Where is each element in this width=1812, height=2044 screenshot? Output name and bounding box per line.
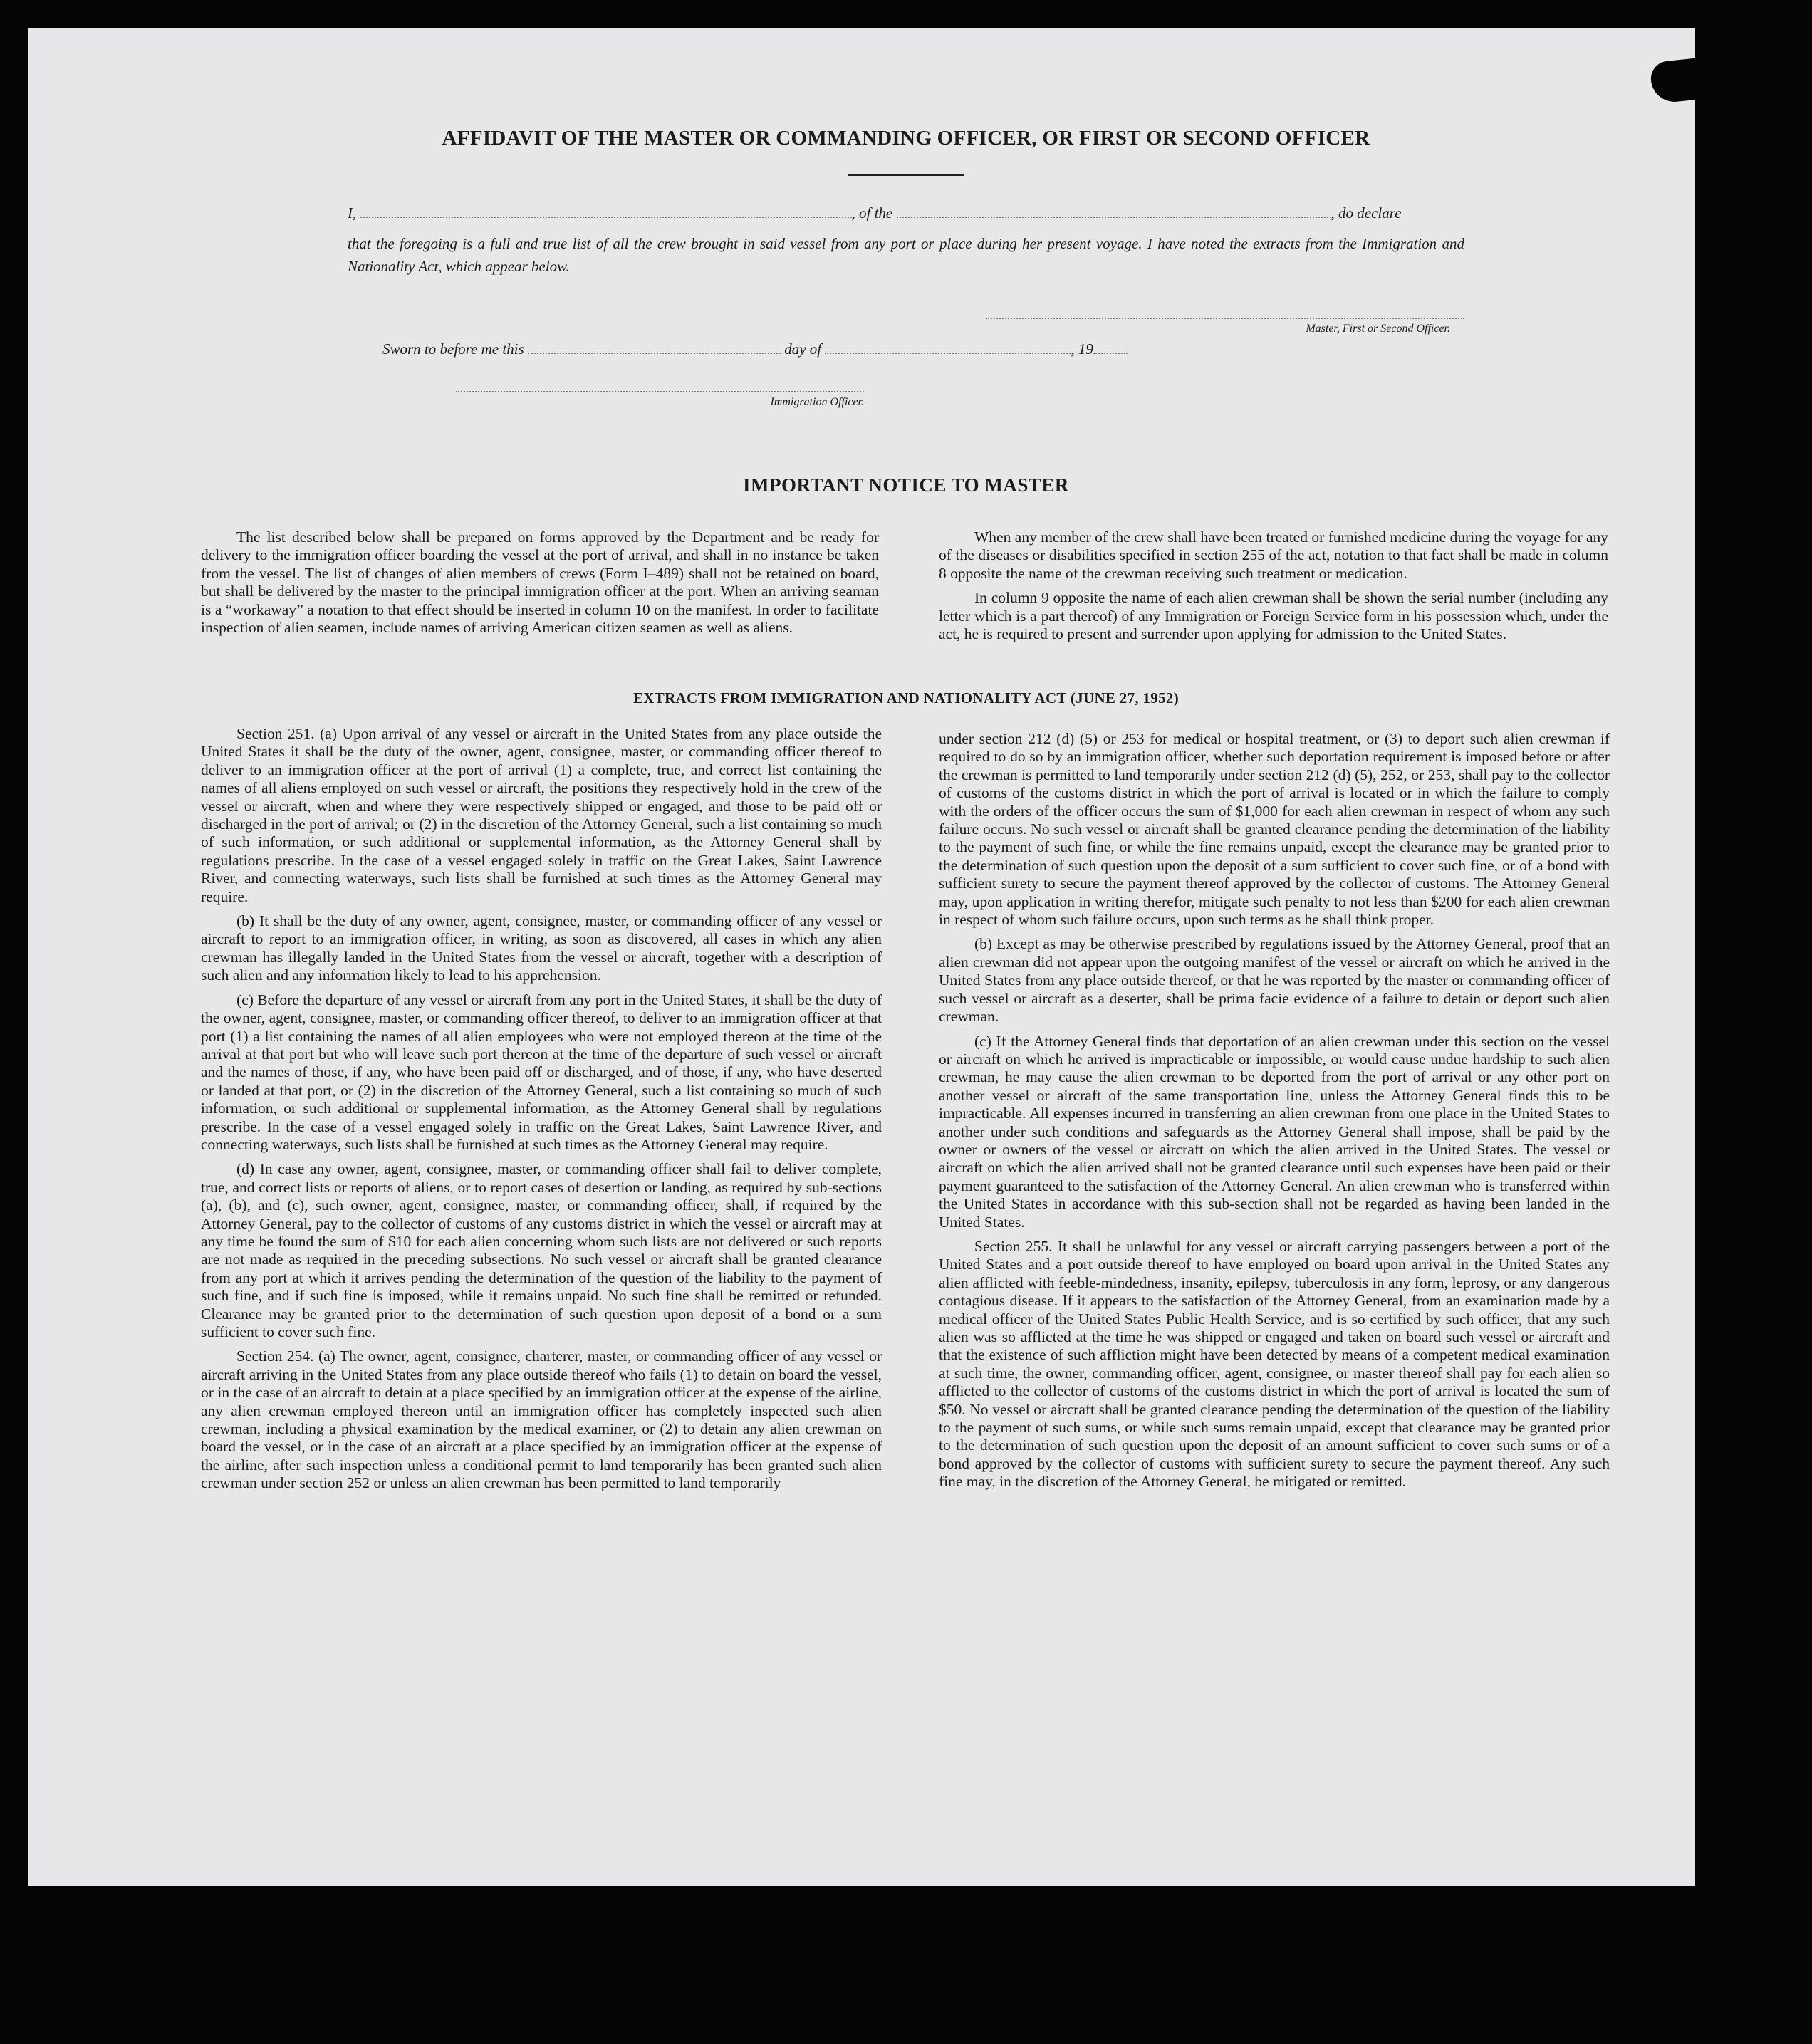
section-251b: (b) It shall be the duty of any owner, agent, consignee, master, or commanding officer of any vessel or aircraft to report to an immigration officer, in writing, as soon as discovered, all cases in which any alien crewman has illegally landed in the United States from the vessel or aircraft, together with a description of such alien and any information likely to lead to his apprehension. bbox=[201, 912, 882, 984]
punch-hole bbox=[1704, 1243, 1734, 1273]
i-label: I, bbox=[348, 204, 357, 221]
sworn-month-blank[interactable] bbox=[825, 344, 1071, 354]
section-255: Section 255. It shall be unlawful for any vessel or aircraft carrying passengers between a port of the United States and a port outside thereof to have employed on board upon arrival in the United States any alien afflicted with feeble-mindedness, insanity, epilepsy, tuberculosis in any form, leprosy, or any dangerous contagious disease. If it appears to the satisfaction of the Attorney General, from an examination made by a medical officer of the United States Public Health Service, and is so certified by such officer, that any such alien was so afflicted at the time he was shipped or engaged and taken on board such vessel or aircraft and that the existence of such affliction might have been detected by means of a competent medical examination at such time, the owner, commanding officer, agent, consignee, or master thereof shall pay for each alien so afflicted to the collector of customs of the customs district in which the port of arrival is located the sum of $50. No vessel or aircraft shall be granted clearance pending the determination of the question of the liability to the payment of such sums, or while such sums remain unpaid, except that clearance may be granted prior to the determination of such question upon the deposit of an amount sufficient to cover such sums or of a bond approved by the collector of customs with sufficient surety to secure the payment thereof. Any such fine may, in the discretion of the Attorney General, be mitigated or remitted. bbox=[939, 1237, 1610, 1491]
signer-label: Master, First or Second Officer. bbox=[1306, 323, 1450, 335]
extracts-right-column bbox=[939, 730, 1610, 1498]
year-label: , 19 bbox=[1071, 340, 1093, 358]
notice-title: IMPORTANT NOTICE TO MASTER bbox=[743, 474, 1069, 496]
day-of-label: day of bbox=[784, 340, 822, 358]
sworn-line bbox=[382, 340, 1194, 358]
officer-label: Immigration Officer. bbox=[770, 396, 864, 408]
sworn-label: Sworn to before me this bbox=[382, 340, 524, 358]
notice-right-column bbox=[939, 528, 1608, 650]
punch-hole bbox=[1704, 292, 1734, 322]
section-254b: (b) Except as may be otherwise prescribed by regulations issued by the Attorney General, proof that an alien crewman did not appear upon the outgoing manifest of the vessel or aircraft on which he arrived in the United States from any place outside thereof, or that he was reported by the master or commanding officer of such vessel or aircraft as a deserter, shall be prima facie evidence of a failure to detain or deport such alien crewman. bbox=[939, 935, 1610, 1026]
sworn-year-blank[interactable] bbox=[1093, 344, 1128, 354]
notice-paragraph: The list described below shall be prepared on forms approved by the Department and be ready for delivery to the immigration officer boarding the vessel at the port of arrival, and shall in no instance be taken from the vessel. The list of changes of alien members of crews (Form I–489) shall not be retained on board, but shall be delivered by the master to the principal immigration officer at the port. When an arriving seaman is a “workaway” a notation to that effect should be inserted in column 10 on the manifest. In order to facilitate inspection of alien seamen, include names of arriving American citizen seamen as well as aliens. bbox=[201, 528, 879, 637]
punch-hole bbox=[1704, 1339, 1734, 1369]
of-the-label: , of the bbox=[851, 204, 893, 221]
section-254a-continued: under section 212 (d) (5) or 253 for medical or hospital treatment, or (3) to deport such alien crewman if required to do so by an immigration officer, whether such deportation requirement is imposed before or after the crewman is permitted to land temporarily under section 212 (d) (5), 252, or 253, shall pay to the collector of customs of the customs district in which the port of arrival is located or in which the failure to comply with the orders of the officer occurs the sum of $1,000 for each alien crewman in respect of whom any such failure occurs. No such vessel or aircraft shall be granted clearance pending the determination of the liability to the payment of such fine, or while the fine remains unpaid, except the clearance may be granted prior to the determination of such question upon the deposit of a sum sufficient to cover such fine, or of a bond with sufficient surety to secure the payment thereof approved by the collector of customs. The Attorney General may, upon application in writing therefor, mitigate such penalty to not less than $200 for each alien crewman in respect of whom such failure occurs, upon such terms as he shall think proper. bbox=[939, 730, 1610, 929]
extracts-title: EXTRACTS FROM IMMIGRATION AND NATIONALITY ACT (JUNE 27, 1952) bbox=[633, 689, 1179, 706]
punch-hole bbox=[1704, 695, 1734, 725]
section-254c: (c) If the Attorney General finds that deportation of an alien crewman under this section on the vessel or aircraft on which he arrived is impracticable or impossible, or would cause undue hardship to such alien crewman, he may cause the alien crewman to be deported from the port of arrival or any other port on another vessel or aircraft of the same transportation line, unless the Attorney General finds this to be impracticable. All expenses incurred in transferring an alien crewman from one place in the United States to another under such conditions and safeguards as the Attorney General shall impose, shall be paid by the owner or owners of the vessel or aircraft on which the alien arrived in the United States. The vessel or aircraft on which the alien arrived shall not be granted clearance until such expenses have been paid or their payment guaranteed to the satisfaction of the Attorney General. An alien crewman who is transferred within the United States in accordance with this sub-section shall not be regarded as having been landed in the United States. bbox=[939, 1032, 1610, 1231]
declaration-line bbox=[348, 204, 1464, 222]
affidavit-title: AFFIDAVIT OF THE MASTER OR COMMANDING OFFICER, OR FIRST OR SECOND OFFICER bbox=[442, 127, 1370, 150]
section-251c: (c) Before the departure of any vessel or aircraft from any port in the United States, it shall be the duty of the owner, agent, consignee, master, or commanding officer thereof, to deliver to an immigration officer at that port (1) a list containing the names of all alien employees who were not employed thereon at the time of the arrival at that port but who will leave such port thereon at the time of the departure of such vessel or aircraft and the names of those, if any, who have been paid off or discharged, and of those, if any, who have deserted or landed at that port, or (2) in the discretion of the Attorney General, such a list containing so much of such information, or such additional or supplemental information, as the Attorney General shall by regulations prescribe. In the case of a vessel engaged solely in traffic on the Great Lakes, Saint Lawrence River, and connecting waterways, such lists shall be furnished at such times as the Attorney General may require. bbox=[201, 991, 882, 1153]
section-251d: (d) In case any owner, agent, consignee, master, or commanding officer shall fail to deliver complete, true, and correct lists or reports of aliens, or to report cases of desertion or landing, as required by sub-sections (a), (b), and (c), such owner, agent, consignee, master, or commanding officer, shall, if required by the Attorney General, pay to the collector of customs of any customs district in which the vessel or aircraft may at any time be found the sum of $10 for each alien concerning whom such lists are not delivered or such reports are not made as required in the preceding subsections. No such vessel or aircraft shall be granted clearance from any port at which it arrives pending the determination of the question of the liability to the payment of such fine, and if such fine is imposed, while it remains unpaid. No such fine shall be remitted or refunded. Clearance may be granted prior to the determination of such question upon deposit of a bond or a sum sufficient to cover such fine. bbox=[201, 1160, 882, 1340]
notice-paragraph: In column 9 opposite the name of each alien crewman shall be shown the serial number (including any letter which is a part thereof) of any Immigration or Foreign Service form in his possession which, under the act, he is required to present and surrender upon applying for admission to the United States. bbox=[939, 589, 1608, 643]
title-rule bbox=[848, 174, 964, 176]
punch-hole bbox=[1704, 194, 1734, 224]
declaration-text: that the foregoing is a full and true list of all the crew brought in said vessel from any port or place during her present voyage. I have noted the extracts from the Immigration and Nationality Act, which appear below. bbox=[348, 235, 1464, 275]
section-251a: Section 251. (a) Upon arrival of any vessel or aircraft in the United States from any place outside the United States it shall be the duty of the owner, agent, consignee, master, or commanding officer thereof to deliver to an immigration officer at the port of arrival (1) a complete, true, and correct list containing the names of all aliens employed on such vessel or aircraft, the positions they respectively hold in the crew of the vessel or aircraft, when and where they were respectively shipped or engaged, and those to be paid off or discharged in the port of arrival; or (2) in the discretion of the Attorney General, such a list containing so much of such information, or such additional or supplemental information, as the Attorney General shall by regulations prescribe. In the case of a vessel engaged solely in traffic on the Great Lakes, Saint Lawrence River, and connecting waterways, such lists shall be furnished at such times as the Attorney General may require. bbox=[201, 725, 882, 905]
name-blank[interactable] bbox=[360, 207, 852, 218]
vessel-blank[interactable] bbox=[897, 207, 1331, 218]
signature-line[interactable] bbox=[986, 318, 1464, 319]
officer-signature-line[interactable] bbox=[456, 391, 864, 392]
do-declare-label: , do declare bbox=[1331, 204, 1402, 221]
notice-paragraph: When any member of the crew shall have been treated or furnished medicine during the voyage for any of the diseases or disabilities specified in section 255 of the act, notation to that fact shall be made in column 8 opposite the name of the crewman receiving such treatment or medication. bbox=[939, 528, 1608, 582]
sworn-day-blank[interactable] bbox=[528, 344, 781, 354]
section-254a: Section 254. (a) The owner, agent, consignee, charterer, master, or commanding officer of any vessel or aircraft arriving in the United States from any place outside thereof who fails (1) to detain on board the vessel, or in the case of an aircraft to detain at a place specified by an immigration officer at the expense of the airline, any alien crewman employed thereon until an immigration officer has completely inspected such alien crewman, including a physical examination by the medical examiner, or (2) to detain any alien crewman on board the vessel, or in the case of an aircraft at a place specified by an immigration officer at the expense of the airline, after such inspection unless a conditional permit to land temporarily has been granted such alien crewman under section 252 or unless an alien crewman has been permitted to land temporarily bbox=[201, 1347, 882, 1492]
punch-hole bbox=[1704, 595, 1734, 625]
punch-hole bbox=[1704, 1626, 1734, 1656]
notice-left-column bbox=[201, 528, 879, 643]
punch-hole bbox=[1704, 1727, 1734, 1757]
extracts-left-column bbox=[201, 725, 882, 1499]
